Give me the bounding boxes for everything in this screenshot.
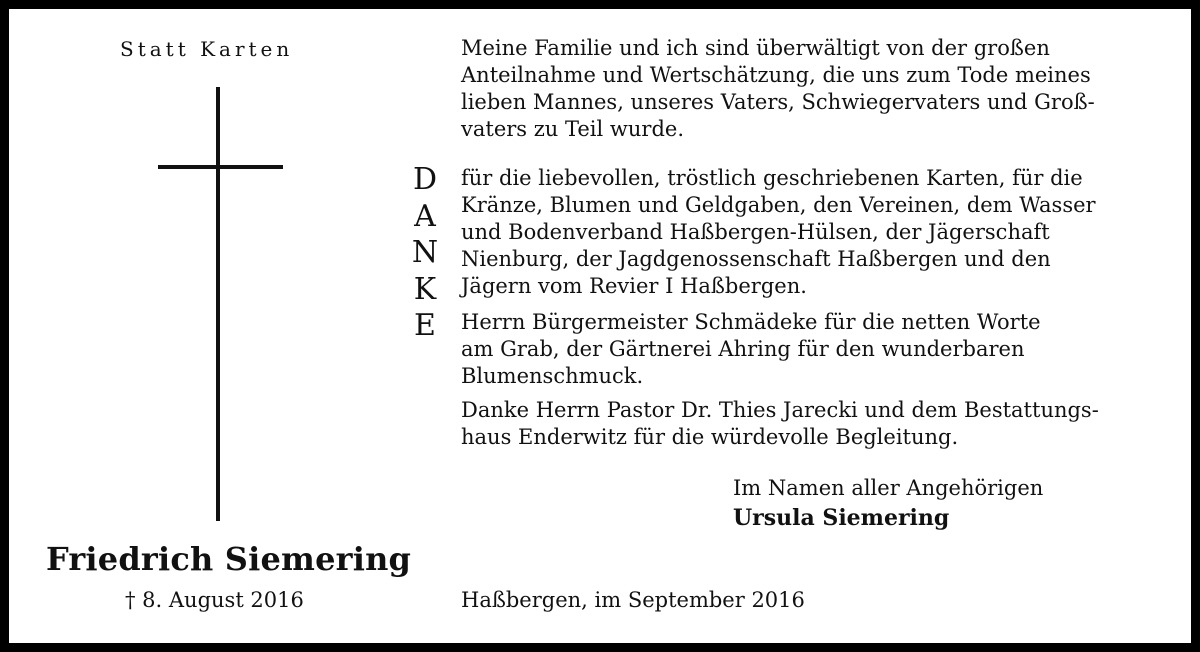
signature-intro: Im Namen aller Angehörigen [733, 476, 1044, 500]
text-line: lieben Mannes, unseres Vaters, Schwiegervaters und Groß- [461, 90, 1095, 114]
thanks-mayor-paragraph [461, 309, 1041, 390]
text-line: Nienburg, der Jagdgenossenschaft Haßbergen und den [461, 247, 1051, 271]
intro-paragraph [461, 35, 1095, 143]
deceased-name: Friedrich Siemering [46, 540, 412, 578]
cross-vertical-bar [216, 87, 220, 521]
text-line: vaters zu Teil wurde. [461, 117, 685, 141]
danke-vertical-word [400, 162, 450, 345]
text-line: Meine Familie und ich sind überwältigt von der großen [461, 36, 1050, 60]
obituary-card [9, 9, 1191, 643]
danke-letter: D [412, 162, 438, 197]
text-line: Danke Herrn Pastor Dr. Thies Jarecki und dem Bestattungs- [461, 398, 1099, 422]
text-line: am Grab, der Gärtnerei Ahring für den wunderbaren [461, 337, 1025, 361]
cross-horizontal-bar [158, 165, 283, 169]
text-line: Anteilnahme und Wertschätzung, die uns zum Tode meines [461, 63, 1091, 87]
text-line: Kränze, Blumen und Geldgaben, den Vereinen, dem Wasser [461, 193, 1096, 217]
thanks-cards-paragraph [461, 165, 1096, 300]
text-line: für die liebevollen, tröstlich geschriebenen Karten, für die [461, 166, 1083, 190]
statt-karten-heading: Statt Karten [120, 37, 294, 61]
danke-letter: A [414, 198, 436, 234]
danke-letter: N [411, 235, 439, 271]
danke-letter: E [414, 308, 436, 344]
text-line: haus Enderwitz für die würdevolle Begleitung. [461, 425, 959, 449]
text-line: Blumenschmuck. [461, 364, 644, 388]
thanks-pastor-paragraph [461, 397, 1099, 451]
signature-name: Ursula Siemering [733, 505, 950, 531]
text-line: Herrn Bürgermeister Schmädeke für die netten Worte [461, 310, 1041, 334]
text-line: Jägern vom Revier I Haßbergen. [461, 274, 807, 298]
place-date: Haßbergen, im September 2016 [461, 588, 805, 612]
danke-letter: K [413, 271, 437, 307]
death-date: † 8. August 2016 [125, 588, 304, 612]
text-line: und Bodenverband Haßbergen-Hülsen, der Jägerschaft [461, 220, 1050, 244]
